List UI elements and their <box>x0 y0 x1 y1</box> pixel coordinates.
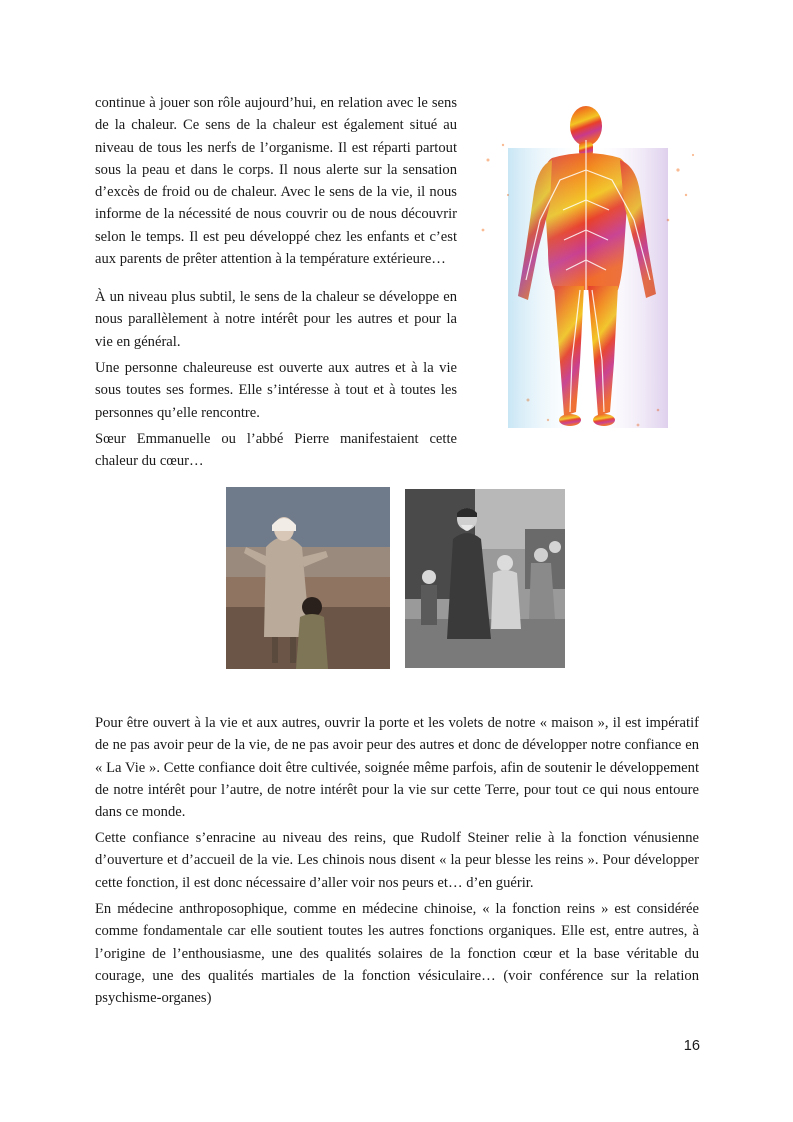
nervous-system-body-illustration <box>468 100 708 445</box>
paragraph-confidence-in-life: Pour être ouvert à la vie et aux autres, ouvrir la porte et les volets de notre « maison », il est impératif de ne pas avoir peur de la vie, de ne pas avoir peur des autres et donc de développer notre confiance en « La Vie ». Cette confiance doit être cultivée, soignée même parfois, afin de soutenir le développement de notre intérêt pour l’autre, de notre intérêt pour la vie sur cette Terre, pour tout ce qui nous entoure dans ce monde. <box>95 715 699 821</box>
photo-abbe-pierre <box>405 489 565 668</box>
paragraph-examples: Sœur Emmanuelle ou l’abbé Pierre manifestaient cette chaleur du cœur… <box>95 431 457 470</box>
paragraph-kidney-function: En médecine anthroposophique, comme en médecine chinoise, « la fonction reins » est considérée comme fondamentale car elle soutient toutes les autres fonctions organiques. Elle est, entre autres, à l’origine de l’enthousiasme, une des qualités solaires de la fonction cœur et la base véritable du courage, une des qualités martiales de la fonction vésiculaire… (voir conférence sur la relation psychisme-organes) <box>95 901 699 1007</box>
paragraph-warm-person: Une personne chaleureuse est ouverte aux autres et à la vie sous toutes ses formes. Elle s’intéresse à tout et à toutes les personnes qu’elle rencontre. <box>95 360 457 421</box>
paragraph-subtle-level: À un niveau plus subtil, le sens de la chaleur se développe en nous parallèlement à notre intérêt pour les autres et pour la vie en général. <box>95 289 457 350</box>
paragraph-sense-of-warmth: continue à jouer son rôle aujourd’hui, en relation avec le sens de la chaleur. Ce sens de la chaleur est également situé au niveau de tous les nerfs de l’organisme. Il est réparti partout sous la peau et dans le corps. Il nous alerte sur la sensation d’excès de froid ou de chaleur. Avec le sens de la vie, il nous informe de la nécessité de nous couvrir ou de nous découvrir selon le temps. Il est peu développé chez les enfants et c’est aux parents de prêter attention à la température extérieure… <box>95 95 457 268</box>
photo-soeur-emmanuelle <box>226 487 390 669</box>
paragraph-kidneys: Cette confiance s’enracine au niveau des reins, que Rudolf Steiner relie à la fonction vénusienne d’ouverture et d’accueil de la vie. Les chinois nous disent « la peur blesse les reins ». Pour développer cette fonction, il est donc nécessaire d’aller voir nos peurs et… d’en guérir. <box>95 830 699 891</box>
page-number: 16 <box>683 1038 700 1054</box>
